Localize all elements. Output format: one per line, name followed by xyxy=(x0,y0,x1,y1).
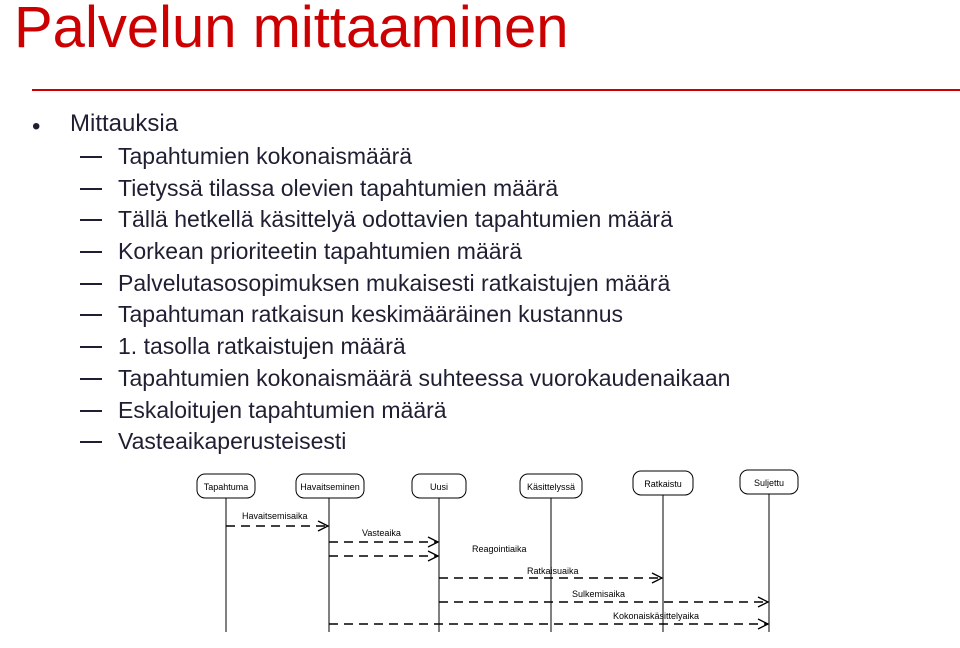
sub-list-item-text: Tapahtumien kokonaismäärä xyxy=(118,143,413,169)
state-label: Suljettu xyxy=(753,478,785,488)
sub-list-item-text: Tällä hetkellä käsittelyä odottavien tapahtumien määrä xyxy=(118,206,673,233)
sub-list-item-text: Korkean prioriteetin tapahtumien määrä xyxy=(118,238,523,265)
state-label: Tapahtuma xyxy=(203,482,249,492)
interval-label: Sulkemisaika xyxy=(572,589,626,599)
interval-label: Vasteaika xyxy=(362,528,401,538)
dash-icon xyxy=(80,410,102,412)
sub-list-item-text: Tapahtumien kokonaismäärä suhteessa vuorokaudenaikaan xyxy=(118,364,731,391)
state-label: Uusi xyxy=(429,482,449,492)
interval-label: Ratkaisuaika xyxy=(527,566,579,576)
sub-list-item-text: Vasteaikaperusteisesti xyxy=(118,428,347,455)
state-label: Ratkaistu xyxy=(644,479,682,489)
dash-icon xyxy=(80,378,102,380)
title-divider xyxy=(32,89,960,91)
state-label: Havaitseminen xyxy=(300,482,360,492)
interval-label: Kokonaiskäsittelyaika xyxy=(613,611,700,621)
sub-list-item-text: Palvelutasosopimuksen mukaisesti ratkaistujen määrä xyxy=(118,269,671,296)
main-list-item: Mittauksia xyxy=(70,110,179,137)
interval-label: Reagointiaika xyxy=(472,544,527,554)
dash-icon xyxy=(80,251,102,253)
bullet-icon: • xyxy=(32,113,41,140)
incident-timeline-diagram xyxy=(0,460,960,648)
dash-icon xyxy=(80,441,102,443)
sub-list-item-text: Tietyssä tilassa olevien tapahtumien määrä xyxy=(118,174,559,201)
dash-icon xyxy=(80,346,102,348)
dash-icon xyxy=(80,314,102,316)
interval-label: Havaitsemisaika xyxy=(242,511,308,521)
sub-list-item-text: 1. tasolla ratkaistujen määrä xyxy=(118,333,406,360)
sub-list-item-text: Eskaloitujen tapahtumien määrä xyxy=(118,396,447,423)
sub-list-item-text: Tapahtuman ratkaisun keskimääräinen kustannus xyxy=(118,301,624,328)
dash-icon xyxy=(80,188,102,190)
dash-icon xyxy=(80,283,102,285)
state-label: Käsittelyssä xyxy=(526,482,576,492)
dash-icon xyxy=(80,219,102,221)
dash-icon xyxy=(80,156,102,158)
slide-title: Palvelun mittaaminen xyxy=(14,0,569,60)
